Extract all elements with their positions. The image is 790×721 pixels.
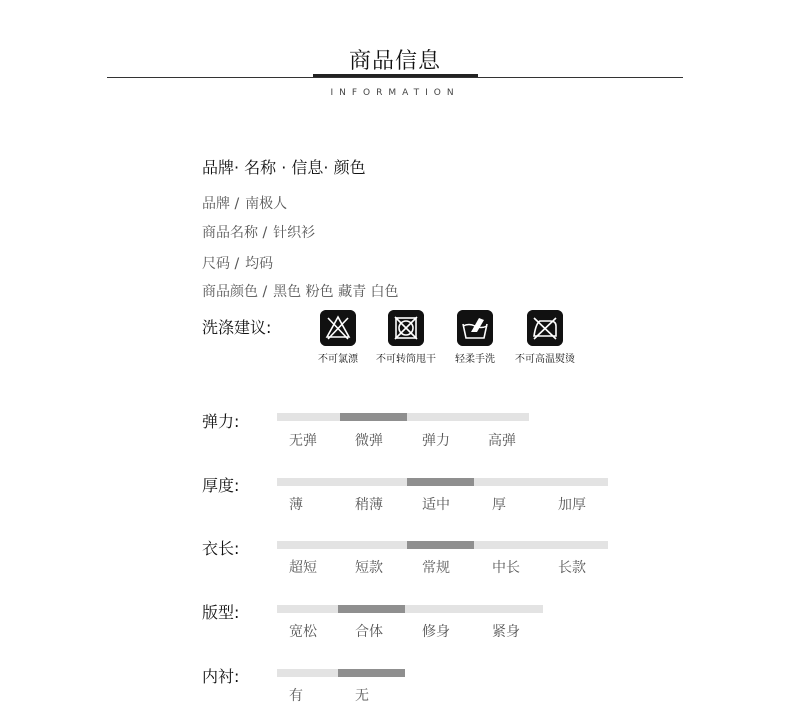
scale-option: 常规: [422, 560, 450, 576]
info-row-size: [202, 253, 273, 273]
scale-track-fit: [277, 605, 543, 613]
scale-track-elasticity: [277, 413, 529, 421]
scale-option: 合体: [355, 624, 383, 640]
wash-item-hand-wash: [435, 310, 515, 365]
scale-option: 薄: [289, 497, 303, 513]
info-row-color: [202, 281, 399, 301]
scale-option: 厚: [492, 497, 506, 513]
scale-option: 加厚: [558, 497, 586, 513]
info-label: 品牌 /: [202, 196, 240, 212]
scale-label-lining: 内衬:: [202, 667, 240, 686]
scale-option: 宽松: [289, 624, 317, 640]
info-value: 针织衫: [273, 225, 316, 241]
scale-option: 超短: [289, 560, 317, 576]
info-value: 黑色 粉色 藏青 白色: [273, 284, 399, 300]
scale-label-thickness: 厚度:: [202, 476, 240, 495]
scale-indicator: [340, 413, 407, 421]
scale-indicator: [338, 605, 405, 613]
no-tumble-dry-icon: [388, 310, 424, 346]
title-underline: [313, 74, 478, 77]
scale-label-length: 衣长:: [202, 539, 240, 558]
info-label: 尺码 /: [202, 256, 240, 272]
scale-option: 稍薄: [355, 497, 383, 513]
scale-track-thickness: [277, 478, 608, 486]
info-value: 均码: [245, 256, 274, 272]
info-heading: 品牌· 名称 · 信息· 颜色: [202, 158, 366, 177]
info-label: 商品名称 /: [202, 225, 268, 241]
scale-option: 中长: [492, 560, 520, 576]
scale-option: 短款: [355, 560, 383, 576]
scale-track-length: [277, 541, 608, 549]
scale-option: 微弹: [355, 433, 383, 449]
info-label: 商品颜色 /: [202, 284, 268, 300]
scale-option: 无: [355, 688, 369, 704]
info-row-brand: [202, 193, 287, 213]
wash-text: 不可转筒甩干: [376, 354, 436, 365]
gentle-hand-wash-icon: [457, 310, 493, 346]
info-row-name: [202, 222, 315, 242]
scale-label-fit: 版型:: [202, 603, 240, 622]
wash-text: 不可高温熨烫: [515, 354, 575, 365]
scale-label-elasticity: 弹力:: [202, 412, 240, 431]
info-value: 南极人: [245, 196, 288, 212]
scale-option: 高弹: [488, 433, 516, 449]
scale-option: 弹力: [422, 433, 450, 449]
scale-option: 适中: [422, 497, 450, 513]
wash-item-no-iron: [505, 310, 585, 365]
scale-indicator: [407, 478, 474, 486]
wash-text: 不可氯漂: [318, 354, 358, 365]
scale-indicator: [407, 541, 474, 549]
no-iron-icon: [527, 310, 563, 346]
scale-indicator: [338, 669, 405, 677]
wash-item-no-tumble-dry: [366, 310, 446, 365]
page-subtitle: INFORMATION: [330, 88, 460, 98]
no-bleach-icon: [320, 310, 356, 346]
scale-track-lining: [277, 669, 405, 677]
scale-option: 无弹: [289, 433, 317, 449]
scale-option: 有: [289, 688, 303, 704]
scale-option: 长款: [558, 560, 586, 576]
header-divider: [107, 77, 683, 78]
scale-option: 修身: [422, 624, 450, 640]
scale-option: 紧身: [492, 624, 520, 640]
wash-label: 洗涤建议:: [202, 318, 272, 337]
wash-text: 轻柔手洗: [455, 354, 495, 365]
page-title: 商品信息: [348, 49, 441, 74]
